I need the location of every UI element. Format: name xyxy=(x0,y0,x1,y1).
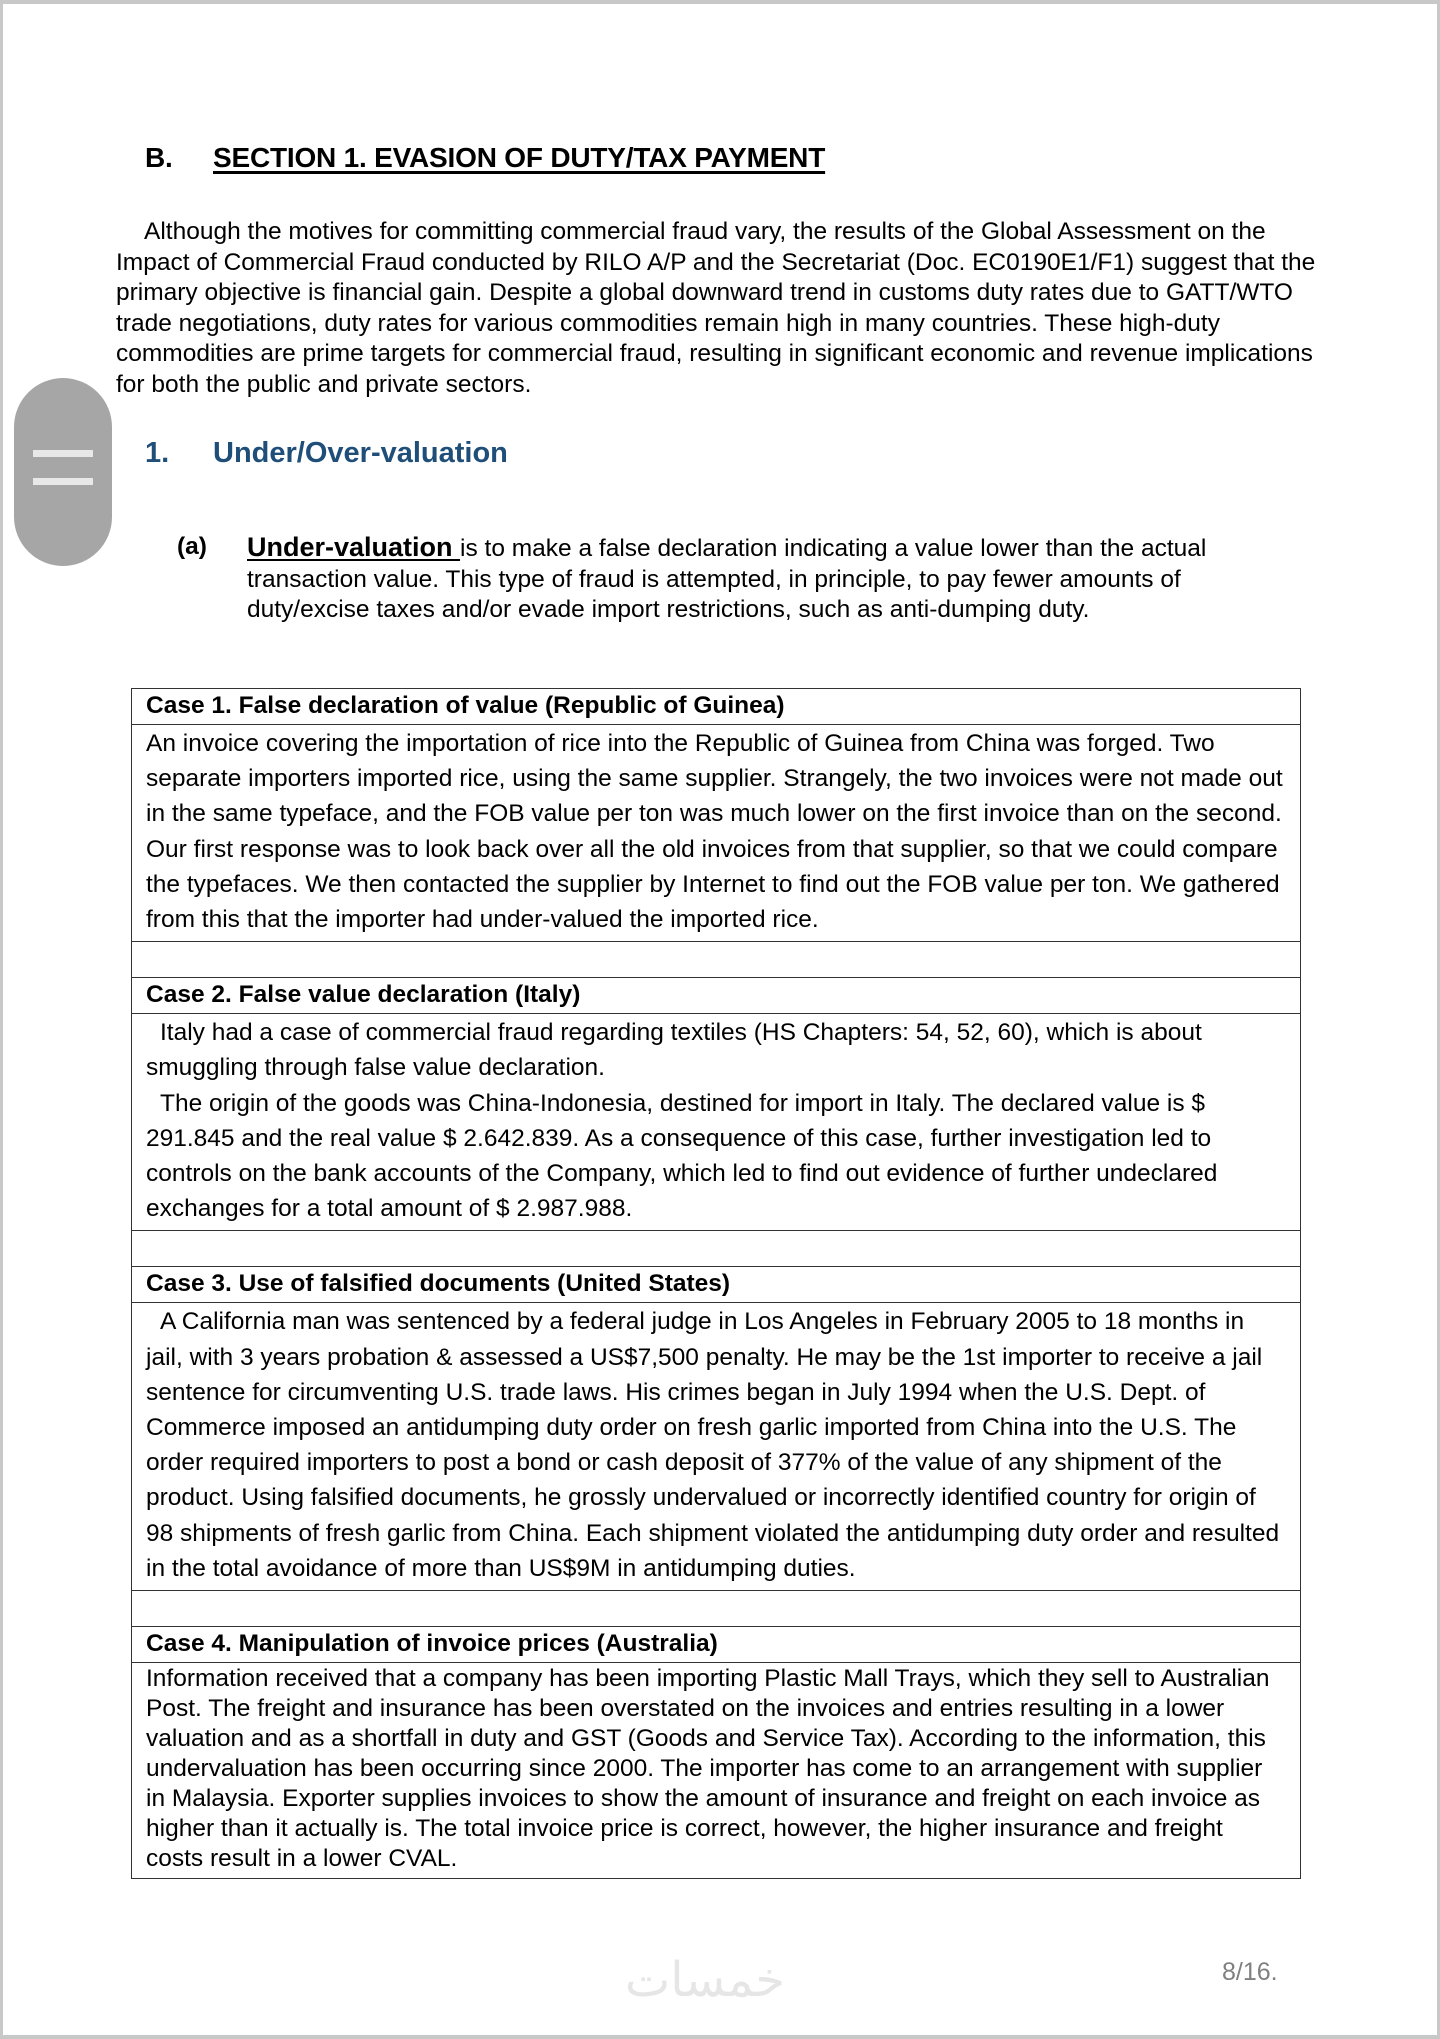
case-body xyxy=(132,1663,1301,1879)
table-spacer-row xyxy=(132,942,1301,978)
section-letter: B. xyxy=(145,142,173,173)
table-spacer-row xyxy=(132,1591,1301,1627)
case-body xyxy=(132,1303,1301,1591)
case-paragraph: Information received that a company has been importing Plastic Mall Trays, which they sell to Australian Post. The freight and insurance has been overstated on the invoices and entries resulting in a lower valuation and as a shortfall in duty and GST (Goods and Service Tax). According to the information, this undervaluation has been occurring since 2000. The importer has come to an arrangement with supplier in Malaysia. Exporter supplies invoices to show the amount of insurance and freight on each invoice as higher than it actually is. The total invoice price is correct, however, the higher insurance and freight costs result in a lower CVAL. xyxy=(146,1665,1270,1873)
section-title: SECTION 1. EVASION OF DUTY/TAX PAYMENT xyxy=(213,142,826,173)
handle-bar xyxy=(33,450,93,457)
intro-paragraph: Although the motives for committing commercial fraud vary, the results of the Global Assessment on the Impact of Commercial Fraud conducted by RILO A/P and the Secretariat (Doc. EC0190E1/F1) suggest that the primary objective is financial gain. Despite a global downward trend in customs duty rates due to GATT/WTO trade negotiations, duty rates for various commodities remain high in many countries. These high-duty commodities are prime targets for commercial fraud, resulting in significant economic and revenue implications for both the public and private sectors. xyxy=(116,218,1316,398)
case-title: Case 2. False value declaration (Italy) xyxy=(132,978,1301,1014)
subsection-title: Under/Over-valuation xyxy=(213,437,508,469)
case-table xyxy=(131,688,1301,1879)
case-body xyxy=(132,1014,1301,1231)
handle-bar xyxy=(33,478,93,485)
item-label: (a) xyxy=(177,533,207,560)
case-title: Case 4. Manipulation of invoice prices (Australia) xyxy=(132,1627,1301,1663)
case-paragraph: Italy had a case of commercial fraud regarding textiles (HS Chapters: 54, 52, 60), which is about smuggling through false value declaration. xyxy=(146,1019,1202,1082)
item-body xyxy=(247,532,1307,626)
case-paragraph: A California man was sentenced by a federal judge in Los Angeles in February 2005 to 18 months in jail, with 3 years probation & assessed a US$7,500 penalty. He may be the 1st importer to receive a jail sentence for circumventing U.S. trade laws. His crimes began in July 1994 when the U.S. Dept. of Commerce imposed an antidumping duty order on fresh garlic imported from China into the U.S. The order required importers to post a bond or cash deposit of 377% of the value of any shipment of the product. Using falsified documents, he grossly undervalued or incorrectly identified country for origin of 98 shipments of fresh garlic from China. Each shipment violated the antidumping duty order and resulted in the total avoidance of more than US$9M in antidumping duties. xyxy=(146,1308,1280,1582)
case-paragraph: An invoice covering the importation of rice into the Republic of Guinea from China was forged. Two separate importers imported rice, using the same supplier. Strangely, the two invoices were not made out in the same typeface, and the FOB value per ton was much lower on the first invoice than on the second. Our first response was to look back over all the old invoices from that supplier, so that we could compare the typefaces. We then contacted the supplier by Internet to find out the FOB value per ton. We gathered from this that the importer had under-valued the imported rice. xyxy=(146,730,1283,934)
definition-item xyxy=(177,532,1307,626)
page-number: 8/16. xyxy=(1222,1958,1278,1986)
menu-handle-icon[interactable] xyxy=(14,378,112,566)
case-body xyxy=(132,725,1301,942)
table-spacer-row xyxy=(132,1231,1301,1267)
watermark-logo: خمسات xyxy=(625,1952,786,2008)
section-heading xyxy=(145,142,825,174)
subsection-heading xyxy=(145,437,508,470)
defined-term: Under-valuation xyxy=(247,532,461,562)
subsection-number: 1. xyxy=(145,437,170,469)
case-paragraph: The origin of the goods was China-Indonesia, destined for import in Italy. The declared value is $ 291.845 and the real value $ 2.642.839. As a consequence of this case, further investigation led to controls on the bank accounts of the Company, which led to find out evidence of further undeclared exchanges for a total amount of $ 2.987.988. xyxy=(146,1089,1218,1223)
case-title: Case 3. Use of falsified documents (United States) xyxy=(132,1267,1301,1303)
case-title: Case 1. False declaration of value (Republic of Guinea) xyxy=(132,689,1301,725)
definition-text: is to make a false declaration indicating a value lower than the actual transaction value. This type of fraud is attempted, in principle, to pay fewer amounts of duty/excise taxes and/or evade import restrictions, such as anti-dumping duty. xyxy=(247,535,1207,623)
